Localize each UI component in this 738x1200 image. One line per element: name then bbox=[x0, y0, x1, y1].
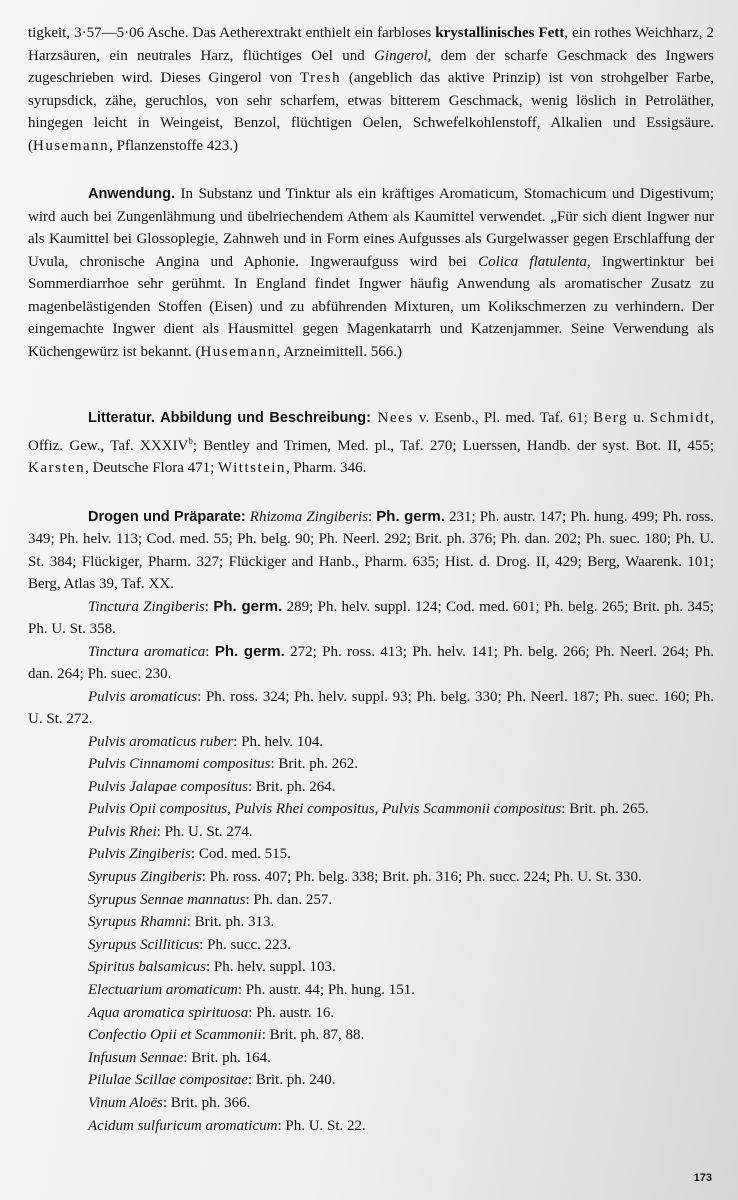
section-heading-drogen: Drogen und Präparate: bbox=[88, 508, 246, 525]
pulvis-aromaticus-entry: Pulvis aromaticus: Ph. ross. 324; Ph. helv. suppl. 93; Ph. belg. 330; Ph. Neerl. 187; Ph. suec. 160; Ph. U. St. 272. bbox=[28, 688, 715, 727]
preparation-reference: : Ph. succ. 223. bbox=[199, 936, 291, 953]
preparation-reference: : Ph. U. St. 22. bbox=[277, 1117, 366, 1134]
preparation-name: Electuarium aromaticum bbox=[88, 982, 238, 999]
chemistry-paragraph: tigkeit, 3·57—5·06 Asche. Das Aetherextrakt enthielt ein farbloses krystallinisches Fett, ein rothes Weichharz, 2 Harzsäuren, ein neutrales Harz, flüchtiges Oel und Gingerol, dem der scharfe Geschmack des Ingwers zugeschrieben wird. Dieses Gingerol von Tresh (angeblich das aktive Prinzip) ist von strohgelber Farbe, syrupsdick, zähe, geruchlos, von sehr scharfem, etwas bitterem Geschmack, wenig löslich in Petroläther, hingegen leicht in Weingeist, Benzol, flüchtigen Oelen, Schwefelkohlenstoff, Alkalien und Essigsäure. (Husemann, Pflanzenstoffe 423.) bbox=[28, 25, 715, 154]
preparation-reference: : Ph. U. St. 274. bbox=[156, 823, 253, 840]
preparation-reference: : Brit. ph. 87, 88. bbox=[261, 1027, 365, 1044]
preparation-reference: : Ph. austr. 16. bbox=[248, 1004, 335, 1021]
preparation-reference: : Brit. ph. 366. bbox=[162, 1095, 251, 1111]
preparation-name: Confectio Opii et Scammonii bbox=[88, 1027, 262, 1044]
section-heading-litteratur: Litteratur. bbox=[88, 410, 155, 426]
preparation-name: Pulvis Rhei bbox=[88, 823, 157, 840]
preparation-name: Syrupus Sennae mannatus bbox=[88, 891, 246, 908]
list-item bbox=[28, 753, 714, 776]
preparation-name: Pulvis Opii compositus, Pulvis Rhei compositus, Pulvis Scammonii compositus bbox=[88, 801, 562, 818]
list-item bbox=[28, 798, 714, 821]
preparation-name: Syrupus Rhamni bbox=[88, 914, 187, 931]
preparation-reference: : Ph. helv. suppl. 103. bbox=[205, 959, 336, 976]
list-item bbox=[28, 979, 714, 1002]
preparation-name: Spiritus balsamicus bbox=[88, 959, 206, 976]
preparation-reference: : Brit. ph. 240. bbox=[247, 1072, 336, 1089]
list-item bbox=[28, 1047, 714, 1070]
list-item bbox=[28, 866, 714, 889]
preparation-name: Syrupus Zingiberis bbox=[88, 869, 202, 886]
preparation-name: Pulvis Jalapae compositus bbox=[88, 778, 248, 795]
drogen-paragraph: Drogen und Präparate: Rhizoma Zingiberis: Ph. germ. 231; Ph. austr. 147; Ph. hung. 499; Ph. ross. 349; Ph. helv. 113; Cod. med. 55; Ph. belg. 90; Ph. Neerl. 292; Brit. ph. 376; Ph. dan. 202; Ph. suec. 180; Ph. U. St. 384; Flückiger, Pharm. 327; Flückiger and Hanb., Pharm. 635; Hist. d. Drog. II, 429; Berg, Waarenk. 101; Berg, Atlas 39, Taf. XX. bbox=[28, 507, 715, 592]
list-item bbox=[28, 889, 714, 912]
preparation-name: Syrupus Scilliticus bbox=[88, 936, 200, 953]
page-number: 173 bbox=[693, 1172, 712, 1184]
list-item bbox=[28, 776, 714, 799]
list-item bbox=[28, 1115, 714, 1138]
list-item bbox=[28, 1069, 714, 1092]
list-item bbox=[28, 731, 714, 754]
page-body bbox=[28, 22, 714, 1137]
list-item bbox=[28, 934, 714, 957]
preparation-name: Pulvis Cinnamomi compositus bbox=[88, 756, 271, 773]
preparation-reference: : Brit. ph. 164. bbox=[183, 1049, 271, 1066]
preparation-reference: : Brit. ph. 265. bbox=[561, 801, 649, 818]
preparation-reference: : Brit. ph. 262. bbox=[270, 756, 359, 773]
list-item bbox=[28, 956, 714, 979]
litteratur-paragraph: Litteratur. Abbildung und Beschreibung: Nees v. Esenb., Pl. med. Taf. 61; Berg u. Schmidt, Offiz. Gew., Taf. XXXIV$^b$; Bentley and Trimen, Med. pl., Taf. 270; Luerssen, Handb. der syst. Bot. II, 455; Karsten, Deutsche Flora 471; Wittstein, Pharm. 346. bbox=[28, 410, 714, 476]
tinctura-zingiberis-entry: Tinctura Zingiberis: Ph. germ. 289; Ph. helv. suppl. 124; Cod. med. 601; Ph. belg. 265; Brit. ph. 345; Ph. U. St. 358. bbox=[28, 597, 714, 637]
list-item bbox=[28, 1092, 714, 1115]
preparation-name: Aqua aromatica spirituosa bbox=[88, 1004, 249, 1021]
section-heading-anwendung: Anwendung. bbox=[88, 186, 175, 202]
list-item bbox=[28, 1002, 714, 1025]
preparation-name: Pulvis Zingiberis bbox=[88, 846, 191, 863]
preparation-reference: : Ph. ross. 407; Ph. belg. 338; Brit. ph. 316; Ph. succ. 224; Ph. U. St. 330. bbox=[201, 869, 642, 886]
list-item bbox=[28, 821, 714, 844]
preparation-name: Pulvis aromaticus ruber bbox=[88, 733, 234, 750]
preparation-name: Vinum Aloës bbox=[88, 1095, 163, 1111]
preparation-reference: : Cod. med. 515. bbox=[190, 846, 291, 863]
preparation-reference: : Ph. helv. 104. bbox=[233, 733, 324, 750]
preparation-reference: : Brit. ph. 264. bbox=[247, 778, 336, 795]
preparation-name: Infusum Sennae bbox=[88, 1049, 184, 1066]
preparation-name: Acidum sulfuricum aromaticum bbox=[88, 1117, 278, 1134]
preparation-name: Pilulae Scillae compositae bbox=[88, 1072, 248, 1089]
list-item bbox=[28, 911, 714, 934]
tinctura-aromatica-entry: Tinctura aromatica: Ph. germ. 272; Ph. ross. 413; Ph. helv. 141; Ph. belg. 266; Ph. Neerl. 264; Ph. dan. 264; Ph. suec. 230. bbox=[28, 642, 714, 682]
preparation-reference: : Ph. austr. 44; Ph. hung. 151. bbox=[237, 982, 415, 999]
list-item bbox=[28, 1024, 714, 1047]
preparation-reference: : Brit. ph. 313. bbox=[186, 914, 275, 931]
preparation-list bbox=[28, 731, 714, 1138]
list-item bbox=[28, 843, 714, 866]
preparation-reference: : Ph. dan. 257. bbox=[245, 891, 333, 908]
anwendung-paragraph: Anwendung. In Substanz und Tinktur als ein kräftiges Aromaticum, Stomachicum und Digestivum; wird auch bei Zungenlähmung und übelriechendem Athem als Kaumittel verwendet. „Für sich dient Ingwer nur als Kaumittel bei Glossoplegie, Zahnweh und in Form eines Aufgusses als Gurgelwasser gegen Erschlaffung der Uvula, chronische Angina und Aphonie. Ingweraufguss wird bei Colica flatulenta, Ingwertinktur bei Sommerdiarrhoe sehr gerühmt. In England findet Ingwer häufig Anwendung als aromatischer Zusatz zu magenbelästigenden Stoffen (Eisen) und zu abführenden Mixturen, um Kolikschmerzen zu verhindern. Der eingemachte Ingwer dient als Hausmittel gegen Magenkatarrh und Katzenjammer. Seine Verwendung als Küchengewürz ist bekannt. (Husemann, Arzneimittell. 566.) bbox=[28, 186, 715, 360]
